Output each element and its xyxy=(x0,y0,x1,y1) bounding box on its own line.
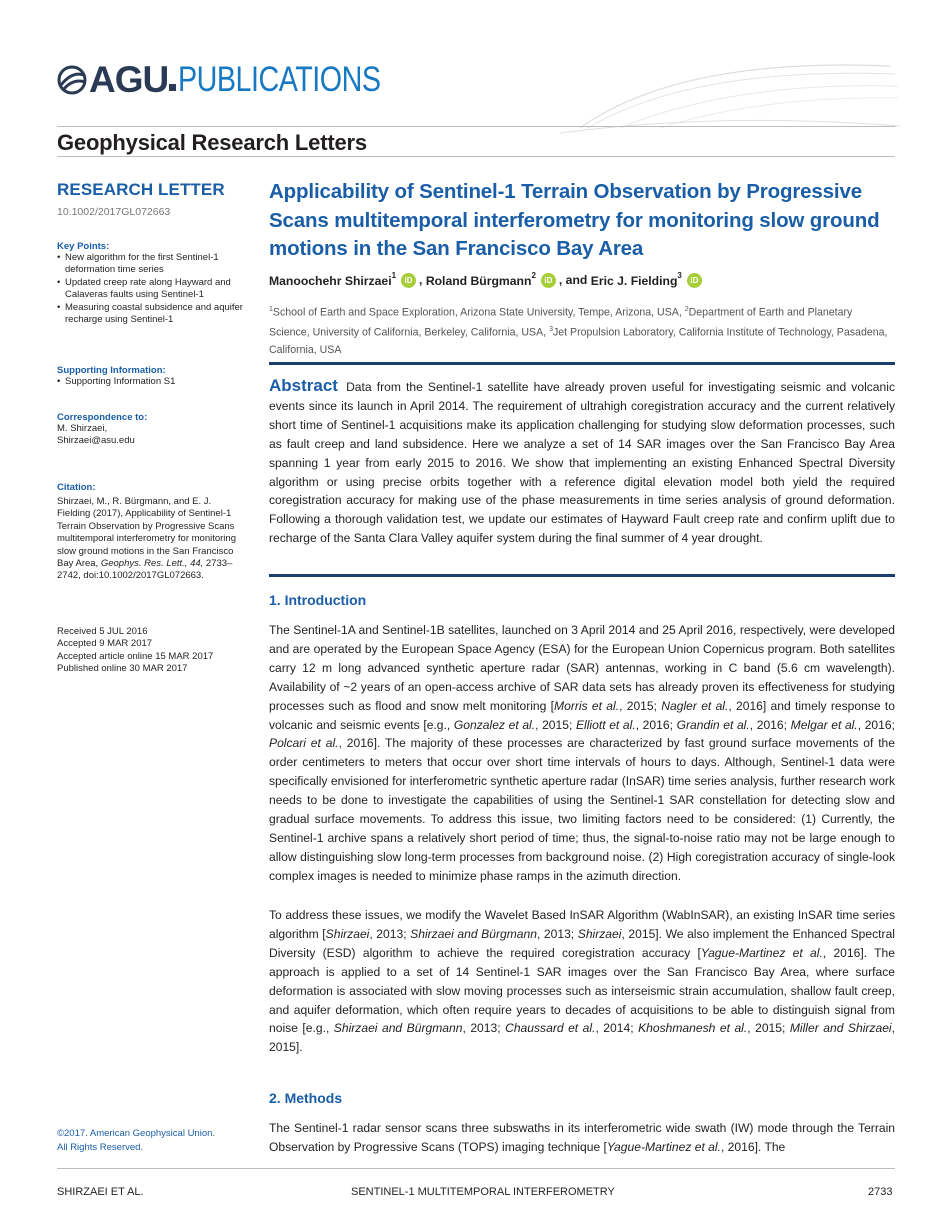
intro-paragraph-1: The Sentinel-1A and Sentinel-1B satellites, launched on 3 April 2014 and 25 April 2016, respectively, were developed and are operated by the European Space Agency (ESA) for the European Union Copernicus program. Both satellites carry 12 m long advanced synthetic aperture radar (SAR) antennas, working in C band (5.6 cm wavelength). Availability of ~2 years of an open-access archive of SAR data sets has already proven its effectiveness for studying processes such as flood and snow melt monitoring [Morris et al., 2015; Nagler et al., 2016] and timely response to volcanic and seismic events [e.g., Gonzalez et al., 2015; Elliott et al., 2016; Grandin et al., 2016; Melgar et al., 2016; Polcari et al., 2016]. The majority of these processes are characterized by fast ground surface movements of the order centimeters to meters that occur over short time intervals of hours to days. Although, Sentinel-1 data were specifically envisioned for interferometric synthetic aperture radar (InSAR) time series analysis, further research work needs to be done to investigate the capabilities of using the Sentinel-1 SAR constellation for detecting slow and gradual surface movements. To address this issue, two limiting factors need to be considered: (1) Currently, the Sentinel-1 archive spans a relatively short period of time; thus, the signal-to-noise ratio may not be large enough to allow distinguishing slow long-term processes from background noise. (2) High coregistration accuracy of single-look complex images is needed to minimize phase ramps in the azimuth direction. xyxy=(269,623,896,883)
correspondence-email[interactable]: Shirzaei@asu.edu xyxy=(57,435,135,447)
abstract-text: Data from the Sentinel-1 satellite have already proven useful for investigating seismic and volcanic events since its launch in April 2014. The requirement of ultrahigh coregistration accuracy and the current relatively short time of Sentinel-1 acquisitions make its application challenging for studying slow deformation processes, such as fault creep and land subsidence. Here we analyze a set of 14 SAR images over the San Francisco Bay Area spanning 1 year from early 2015 to 2016. We show that implementing an existing Enhanced Spectral Diversity algorithm or using precise orbits together with a reference digital elevation model both yield the required coregistration accuracy for making use of the phase measurements in time series analysis of ground deformation. Following a thorough validation test, we update our estimates of Hayward Fault creep rate and confirm uplift due to recharge of the Santa Clara Valley aquifer system during the final summer of 4 year drought. xyxy=(269,380,895,546)
abstract-bottom-rule xyxy=(269,574,895,577)
article-dates xyxy=(57,626,247,676)
section-heading-introduction: 1. Introduction xyxy=(269,592,367,608)
citation-heading: Citation: xyxy=(57,482,96,493)
author-name: Roland Bürgmann$^2$ xyxy=(425,270,536,288)
orcid-icon[interactable]: iD xyxy=(687,273,702,288)
doi[interactable]: 10.1002/2017GL072663 xyxy=(57,206,171,218)
key-point-item: • Updated creep rate along Hayward and Calaveras faults using Sentinel-1 xyxy=(57,277,247,302)
dates-list xyxy=(57,626,247,676)
abstract-heading: Abstract xyxy=(269,376,338,395)
author-separator: , and xyxy=(558,273,591,288)
intro-paragraph-2: To address these issues, we modify the Wavelet Based InSAR Algorithm (WabInSAR), an existing InSAR time series algorithm [Shirzaei, 2013; Shirzaei and Bürgmann, 2013; Shirzaei, 2015]. We also implement the Enhanced Spectral Diversity (ESD) algorithm to achieve the required coregistration accuracy [Yague-Martinez et al., 2016]. The approach is applied to a set of 14 Sentinel-1 SAR images over the San Francisco Bay Area, where surface deformation is associated with slow moving processes such as interseismic strain accumulation, shallow fault creep, and aquifer deformation, which often require years to decades of acquisitions to be able to distinguish signal from noise [e.g., Shirzaei and Bürgmann, 2013; Chaussard et al., 2014; Khoshmanesh et al., 2015; Miller and Shirzaei, 2015]. xyxy=(269,908,895,1055)
copyright: ©2017. American Geophysical Union. All Rights Reserved. xyxy=(57,1128,216,1153)
author-name: Manoochehr Shirzaei$^1$ xyxy=(269,270,397,288)
author-list xyxy=(269,270,895,288)
footer-running-title: SENTINEL-1 MULTITEMPORAL INTERFEROMETRY xyxy=(351,1186,615,1198)
abstract-top-rule xyxy=(269,362,895,365)
article-type: RESEARCH LETTER xyxy=(57,180,225,199)
key-points-heading: Key Points: xyxy=(57,241,110,252)
footer-rule xyxy=(57,1168,895,1169)
page-number: 2733 xyxy=(868,1186,893,1198)
article-date: Published online 30 MAR 2017 xyxy=(57,663,188,675)
agu-publications-logo xyxy=(57,58,425,100)
supporting-information xyxy=(57,365,247,388)
methods-paragraph-1: The Sentinel-1 radar sensor scans three subswaths in its interferometric wide swath (IW) mode through the Terrain Observation by Progressive Scans (TOPS) imaging technique [Yague-Martinez et al., 2016]. The xyxy=(269,1121,895,1154)
citation-text: Shirzaei, M., R. Bürgmann, and E. J. Fielding (2017), Applicability of Sentinel-1 Terrain Observation by Progressive Scans multitemporal interferometry for monitoring slow ground motions in the San Francisco Bay Area, Geophys. Res. Lett., 44, 2733–2742, doi:10.1002/2017GL072663. xyxy=(57,496,236,582)
correspondence xyxy=(57,412,247,448)
article-date: Accepted 9 MAR 2017 xyxy=(57,638,153,650)
header-rule xyxy=(57,126,895,127)
orcid-icon[interactable]: iD xyxy=(541,273,556,288)
agu-globe-icon xyxy=(57,63,87,97)
journal-rule xyxy=(57,156,895,157)
article-date: Accepted article online 15 MAR 2017 xyxy=(57,650,214,662)
supporting-heading: Supporting Information: xyxy=(57,365,166,376)
header-swoosh-graphic xyxy=(560,52,900,134)
article-main xyxy=(269,178,895,359)
correspondence-name: M. Shirzaei, xyxy=(57,423,108,434)
section-heading-methods: 2. Methods xyxy=(269,1090,343,1106)
key-point-item: • New algorithm for the first Sentinel-1 deformation time series xyxy=(57,252,247,277)
article-title: Applicability of Sentinel-1 Terrain Observation by Progressive Scans multitemporal interferometry for monitoring slow ground motions in the San Francisco Bay Area xyxy=(269,180,880,260)
citation xyxy=(57,482,247,583)
abstract xyxy=(269,377,895,548)
key-points xyxy=(57,241,247,326)
correspondence-heading: Correspondence to: xyxy=(57,412,148,423)
author-name: Eric J. Fielding$^3$ xyxy=(590,270,682,288)
supporting-item[interactable]: • Supporting Information S1 xyxy=(57,376,247,388)
logo-dot xyxy=(169,84,176,91)
key-points-list xyxy=(57,252,247,326)
orcid-icon[interactable]: iD xyxy=(401,273,416,288)
affiliations: $^1$School of Earth and Space Exploration, Arizona State University, Tempe, Arizona, USA, $^2$Department of Earth and Planetary Science, University of California, Berkeley, California, USA, $^3$Jet Propulsion Laboratory, California Institute of Technology, Pasadena, California, USA xyxy=(269,305,888,356)
article-date: Received 5 JUL 2016 xyxy=(57,626,148,637)
logo-agu-text: AGU xyxy=(89,59,169,100)
key-point-item: • Measuring coastal subsidence and aquifer recharge using Sentinel-1 xyxy=(57,302,247,327)
footer-authors: SHIRZAEI ET AL. xyxy=(57,1186,144,1198)
author-separator: , xyxy=(419,273,426,288)
journal-title: Geophysical Research Letters xyxy=(57,130,367,155)
logo-publications-text: PUBLICATIONS xyxy=(178,60,381,99)
